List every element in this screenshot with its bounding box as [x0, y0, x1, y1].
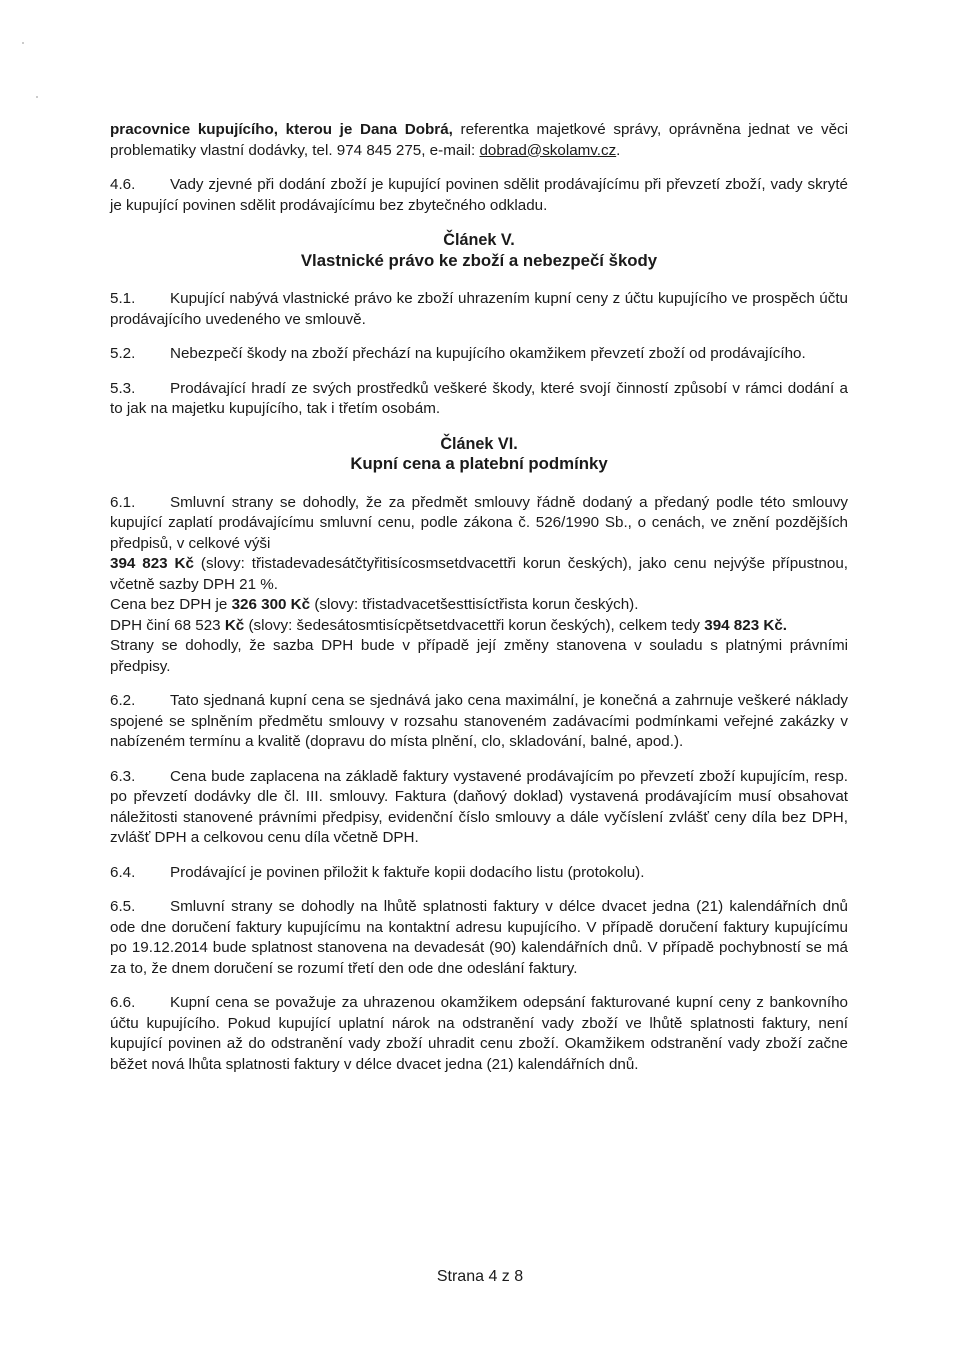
- clause-6-5: 6.5. Smluvní strany se dohodly na lhůtě splatnosti faktury v délce dvacet jedna (21) kalendářních dnů ode dne doručení faktury kupujícímu na kontaktní adresu kupujícího. V případě doručení faktury kupujícímu po 19.12.2014 bude splatnost stanovena na devadesát (90) kalendářních dnů. V případě pochybností se má za to, že dnem doručení se rozumí třetí den ode dne odeslání faktury.: [110, 898, 848, 977]
- article-6-title: Kupní cena a platební podmínky: [350, 454, 608, 473]
- clause-6-1-vat: DPH činí 68 523 Kč (slovy: šedesátosmtisícpětsetdvacettři korun českých), celkem tedy 394 823 Kč.: [110, 616, 788, 634]
- article-6-label: Článek VI.: [440, 434, 518, 453]
- clause-6-4: 6.4. Prodávající je povinen přiložit k faktuře kopii dodacího listu (protokolu).: [110, 863, 645, 881]
- intro-paragraph: pracovnice kupujícího, kterou je Dana Dobrá, referentka majetkové správy, oprávněna jednat ve věci problematiky vlastní dodávky, tel. 974 845 275, e-mail: dobrad@skolamv.cz.: [110, 121, 848, 159]
- clause-5-3: 5.3. Prodávající hradí ze svých prostředků veškeré škody, které svojí činností způsobí v rámci dodání a to jak na majetku kupujícího, tak i třetím osobám.: [110, 379, 848, 417]
- clause-6-3: 6.3. Cena bude zaplacena na základě faktury vystavené prodávajícím po převzetí zboží kupujícím, resp. po převzetí dodávky dle čl. III. smlouvy. Faktura (daňový doklad) vystavená prodávajícím musí obsahovat náležitosti stanovené právními předpisy, evidenční číslo smlouvy a dále vyčíslení zvlášť ceny díla bez DPH, zvlášť DPH a celkovou cenu díla včetně DPH.: [110, 767, 848, 846]
- price-without-vat: 326 300 Kč: [231, 596, 311, 613]
- clause-5-2: 5.2. Nebezpečí škody na zboží přechází na kupujícího okamžikem převzetí zboží od prodávajícího.: [110, 345, 806, 362]
- clause-6-1-total: 394 823 Kč (slovy: třistadevadesátčtyřitisícosmsetdvacettři korun českých), jako cenu nejvýše přípustnou, včetně sazby DPH 21 %.: [110, 555, 848, 593]
- article-5-label: Článek V.: [443, 231, 515, 249]
- page-number: Strana 4 z 8: [436, 1268, 524, 1285]
- document-page: [110, 120, 848, 1089]
- clause-6-6: 6.6. Kupní cena se považuje za uhrazenou okamžikem odepsání fakturované kupní ceny z bankovního účtu kupujícího. Pokud kupující uplatní nárok na odstranění vady zboží ve lhůtě splatnosti faktury, není kupující povinen až do odstranění vady zboží uhradit cenu zboží. Okamžikem odstranění vady zboží začne běžet nová lhůta splatnosti faktury v délce dvacet jedna (21) kalendářních dnů.: [110, 994, 848, 1073]
- clause-6-1-no-vat: Cena bez DPH je 326 300 Kč (slovy: třistadvacetšesttisíctřista korun českých).: [110, 596, 639, 613]
- total-price: 394 823 Kč: [110, 555, 194, 572]
- clause-6-2: 6.2. Tato sjednaná kupní cena se sjednává jako cena maximální, je konečná a zahrnuje veškeré náklady spojené se splněním předmětu smlouvy v rozsahu stanoveném zadávacími podmínkami veřejné zakázky v nabízeném termínu a kvalitě (dopravu do místa plnění, clo, skladování, balné, apod.).: [110, 692, 848, 750]
- clause-6-1: 6.1. Smluvní strany se dohodly, že za předmět smlouvy řádně dodaný a předaný podle této smlouvy kupující zaplatí prodávajícímu smluvní cenu, podle zákona č. 526/1990 Sb., o cenách, ve znění pozdějších předpisů, v celkové výši: [110, 493, 848, 552]
- article-5-title: Vlastnické právo ke zboží a nebezpečí škody: [300, 250, 658, 270]
- scan-speck: [22, 42, 24, 44]
- clause-6-1-rate-note: Strany se dohodly, že sazba DPH bude v případě její změny stanovena v souladu s platnými právními předpisy.: [110, 637, 848, 675]
- contact-person: pracovnice kupujícího, kterou je Dana Dobrá,: [110, 121, 453, 138]
- clause-4-6: 4.6. Vady zjevné při dodání zboží je kupující povinen sdělit prodávajícímu při převzetí zboží, vady skryté je kupující povinen sdělit prodávajícímu bez zbytečného odkladu.: [110, 176, 848, 214]
- email-link[interactable]: dobrad@skolamv.cz: [479, 141, 617, 159]
- vat-total: 394 823 Kč.: [704, 616, 788, 634]
- clause-5-1: 5.1. Kupující nabývá vlastnické právo ke zboží uhrazením kupní ceny z účtu kupujícího ve prospěch účtu prodávajícího uvedeného ve smlouvě.: [110, 290, 848, 328]
- scan-speck: [36, 96, 38, 98]
